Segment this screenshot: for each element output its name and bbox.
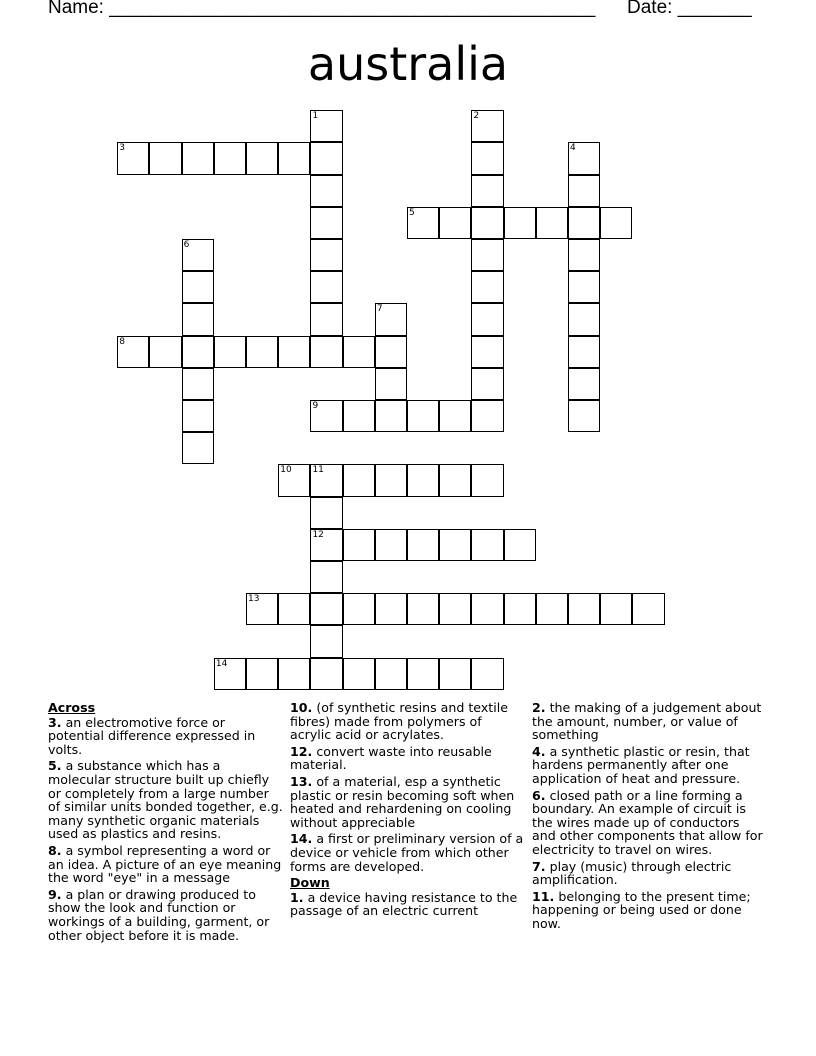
across-heading: Across [48, 700, 96, 715]
grid-cell[interactable] [439, 529, 471, 561]
grid-cell[interactable] [407, 593, 439, 625]
grid-cell[interactable] [214, 658, 246, 690]
grid-cell[interactable] [375, 303, 407, 335]
cell-number: 5 [409, 207, 415, 218]
clue-down-4: 4. a synthetic plastic or resin, that hardens permanently after one application of heat and pressure. [532, 743, 750, 786]
grid-cell[interactable] [439, 464, 471, 496]
clue-across-5: 5. a substance which has a molecular structure built up chiefly or completely from a large number of similar units bonded together, e.g. many synthetic organic materials used as plastics and resins. [48, 758, 283, 842]
grid-cell[interactable] [246, 142, 278, 174]
grid-cell[interactable] [536, 207, 568, 239]
grid-cell[interactable] [375, 368, 407, 400]
grid-cell[interactable] [471, 464, 503, 496]
grid-cell[interactable] [568, 593, 600, 625]
grid-cell[interactable] [343, 593, 375, 625]
clue-across-12: 12. convert waste into reusable material. [290, 743, 492, 773]
puzzle-title: australia [307, 37, 509, 91]
cell-number: 13 [248, 594, 260, 605]
grid-cell[interactable] [182, 142, 214, 174]
grid-cell[interactable] [278, 593, 310, 625]
clues-column-3 [532, 701, 767, 934]
grid-cell[interactable] [471, 336, 503, 368]
clue-across-10: 10. (of synthetic resins and textile fibres) made from polymers of acrylic acid or acrylates. [290, 700, 508, 743]
grid-cell[interactable] [310, 175, 342, 207]
grid-cell[interactable] [504, 529, 536, 561]
grid-cell[interactable] [375, 529, 407, 561]
grid-cell[interactable] [182, 271, 214, 303]
grid-cell[interactable] [504, 593, 536, 625]
grid-cell[interactable] [439, 207, 471, 239]
grid-cell[interactable] [310, 497, 342, 529]
grid-cell[interactable] [407, 529, 439, 561]
grid-cell[interactable] [471, 400, 503, 432]
grid-cell[interactable] [568, 303, 600, 335]
grid-cell[interactable] [310, 207, 342, 239]
grid-cell[interactable] [310, 142, 342, 174]
cell-number: 8 [119, 336, 125, 347]
grid-cell[interactable] [568, 142, 600, 174]
grid-cell[interactable] [182, 336, 214, 368]
clues-column-1 [48, 701, 283, 945]
grid-cell[interactable] [471, 175, 503, 207]
grid-cell[interactable] [310, 529, 342, 561]
grid-cell[interactable] [117, 142, 149, 174]
grid-cell[interactable] [568, 336, 600, 368]
grid-cell[interactable] [568, 368, 600, 400]
grid-cell[interactable] [246, 593, 278, 625]
grid-cell[interactable] [343, 400, 375, 432]
grid-cell[interactable] [471, 207, 503, 239]
grid-cell[interactable] [343, 336, 375, 368]
clue-down-11: 11. belonging to the present time; happening or being used or done now. [532, 888, 751, 931]
grid-cell[interactable] [632, 593, 664, 625]
grid-cell[interactable] [439, 593, 471, 625]
grid-cell[interactable] [471, 658, 503, 690]
grid-cell[interactable] [214, 142, 246, 174]
clue-across-14: 14. a first or preliminary version of a device or vehicle from which other forms are developed. [290, 831, 524, 874]
grid-cell[interactable] [375, 336, 407, 368]
grid-cell[interactable] [471, 110, 503, 142]
grid-cell[interactable] [278, 658, 310, 690]
cell-number: 3 [119, 143, 125, 154]
cell-number: 4 [570, 143, 576, 154]
grid-cell[interactable] [246, 658, 278, 690]
grid-cell[interactable] [375, 658, 407, 690]
cell-number: 9 [312, 401, 319, 412]
grid-cell[interactable] [182, 432, 214, 464]
cell-number: 1 [312, 111, 319, 122]
grid-cell[interactable] [471, 368, 503, 400]
grid-cell[interactable] [407, 207, 439, 239]
grid-cell[interactable] [310, 464, 342, 496]
grid-cell[interactable] [343, 464, 375, 496]
cell-number: 11 [312, 465, 324, 476]
cell-number: 14 [215, 658, 228, 669]
down-heading: Down [290, 875, 330, 891]
grid-cell[interactable] [600, 207, 632, 239]
grid-cell[interactable] [310, 239, 342, 271]
grid-cell[interactable] [343, 658, 375, 690]
grid-cell[interactable] [504, 207, 536, 239]
grid-cell[interactable] [278, 142, 310, 174]
grid-cell[interactable] [278, 464, 310, 496]
grid-cell[interactable] [310, 336, 342, 368]
grid-cell[interactable] [471, 142, 503, 174]
grid-cell[interactable] [310, 625, 342, 657]
grid-cell[interactable] [568, 271, 600, 303]
grid-cell[interactable] [310, 400, 342, 432]
grid-cell[interactable] [117, 336, 149, 368]
grid-cell[interactable] [568, 239, 600, 271]
grid-cell[interactable] [439, 658, 471, 690]
grid-cell[interactable] [536, 593, 568, 625]
grid-cell[interactable] [182, 303, 214, 335]
grid-cell[interactable] [600, 593, 632, 625]
grid-cell[interactable] [568, 400, 600, 432]
grid-cell[interactable] [182, 368, 214, 400]
grid-cell[interactable] [568, 207, 600, 239]
cell-number: 6 [183, 240, 190, 251]
grid-cell[interactable] [471, 239, 503, 271]
grid-cell[interactable] [439, 400, 471, 432]
cell-number: 2 [473, 111, 480, 122]
grid-cell[interactable] [407, 464, 439, 496]
grid-cell[interactable] [471, 529, 503, 561]
grid-cell[interactable] [149, 142, 181, 174]
grid-cell[interactable] [375, 593, 407, 625]
grid-cell[interactable] [310, 593, 342, 625]
grid-cell[interactable] [471, 593, 503, 625]
grid-cell[interactable] [182, 239, 214, 271]
grid-cell[interactable] [310, 110, 342, 142]
cell-number: 7 [376, 304, 383, 315]
clue-down-2: 2. the making of a judgement about the amount, number, or value of something [532, 700, 762, 743]
date-field[interactable]: Date: _______ [627, 0, 752, 18]
grid-cell[interactable] [407, 658, 439, 690]
grid-cell[interactable] [214, 336, 246, 368]
grid-cell[interactable] [278, 336, 310, 368]
grid-cell[interactable] [471, 303, 503, 335]
clue-across-8: 8. a symbol representing a word or an idea. A picture of an eye meaning the word "eye" in a message [48, 842, 282, 886]
cell-number: 10 [280, 465, 292, 476]
clues-column-2 [290, 701, 525, 921]
grid-cell[interactable] [310, 658, 342, 690]
clue-down-1: 1. a device having resistance to the passage of an electric current [290, 889, 518, 919]
grid-cell[interactable] [375, 400, 407, 432]
clue-across-9: 9. a plan or drawing produced to show the look and function or workings of a building, garment, or other object before it is made. [48, 886, 270, 943]
clue-across-3: 3. an electromotive force or potential difference expressed in volts. [48, 714, 256, 757]
grid-cell[interactable] [149, 336, 181, 368]
grid-cell[interactable] [310, 561, 342, 593]
cell-number: 12 [312, 529, 324, 540]
grid-cell[interactable] [471, 271, 503, 303]
grid-cell[interactable] [375, 464, 407, 496]
grid-cell[interactable] [568, 175, 600, 207]
grid-cell[interactable] [407, 400, 439, 432]
clue-across-13: 13. of a material, esp a synthetic plastic or resin becoming soft when heated and rehardening on cooling without appreciable [290, 773, 515, 830]
grid-cell[interactable] [343, 529, 375, 561]
grid-cell[interactable] [310, 303, 342, 335]
grid-cell[interactable] [310, 271, 342, 303]
name-field[interactable]: Name: ______________________________________________ [48, 0, 596, 18]
grid-cell[interactable] [246, 336, 278, 368]
clue-down-6: 6. closed path or a line forming a boundary. An example of circuit is the wires made up of conductors and other components that allow for electricity to travel on wires. [532, 787, 763, 857]
grid-cell[interactable] [182, 400, 214, 432]
clue-down-7: 7. play (music) through electric amplification. [532, 858, 732, 888]
